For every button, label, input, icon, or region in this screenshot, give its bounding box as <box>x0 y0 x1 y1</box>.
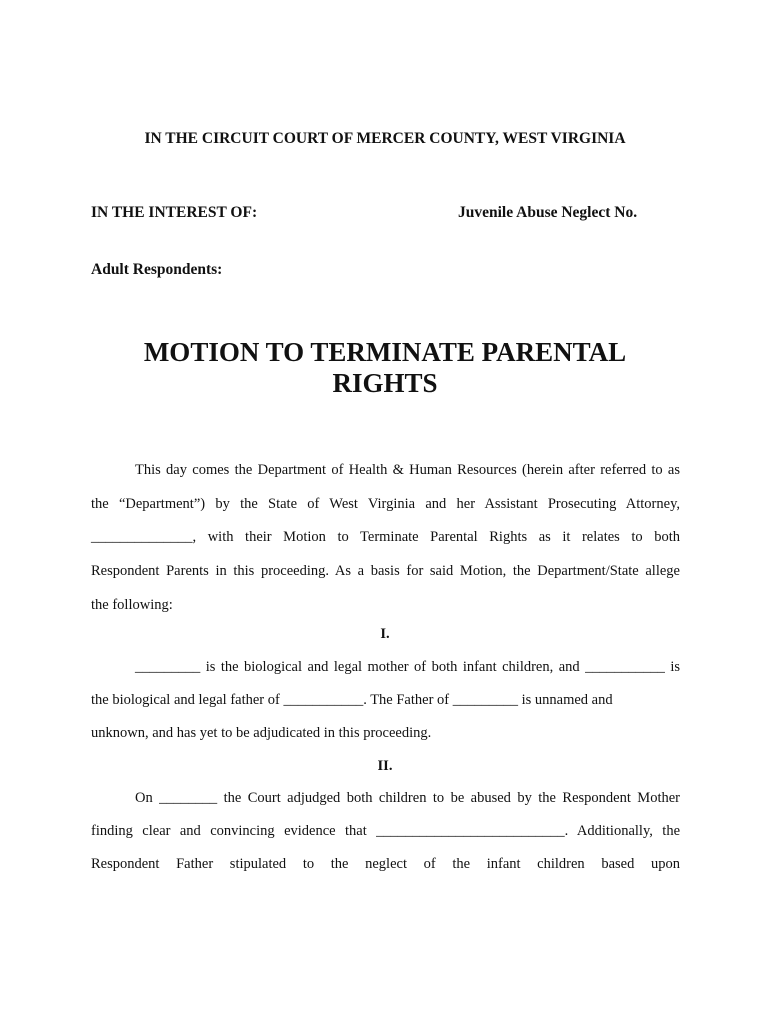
section1-line-1: _________ is the biological and legal mother of both infant children, and ___________ is <box>135 659 680 675</box>
section1-line-2: the biological and legal father of ___________. The Father of _________ is unnamed and <box>91 692 613 708</box>
section1-line-3: unknown, and has yet to be adjudicated in this proceeding. <box>91 725 432 741</box>
section2-line-2: finding clear and convincing evidence that __________________________. Additionally, the <box>91 823 680 839</box>
intro-line-1: This day comes the Department of Health & Human Resources (herein after referred to as <box>135 462 680 478</box>
document-title <box>0 337 770 399</box>
intro-line-2: the “Department”) by the State of West Virginia and her Assistant Prosecuting Attorney, <box>91 496 680 512</box>
interest-label: IN THE INTEREST OF: <box>91 204 258 221</box>
case-number-label: Juvenile Abuse Neglect No. <box>458 204 638 221</box>
section-number-2: II. <box>377 758 393 774</box>
intro-line-3: ______________, with their Motion to Terminate Parental Rights as it relates to both <box>91 529 680 545</box>
intro-line-5: the following: <box>91 597 173 613</box>
section2-line-3: Respondent Father stipulated to the neglect of the infant children based upon <box>91 856 680 872</box>
section2-line-1: On ________ the Court adjudged both children to be abused by the Respondent Mother <box>135 790 680 806</box>
title-line-1: MOTION TO TERMINATE PARENTAL <box>143 337 627 367</box>
section-number-1: I. <box>380 626 390 642</box>
title-line-2: RIGHTS <box>332 368 438 398</box>
respondents-label: Adult Respondents: <box>91 261 223 278</box>
court-heading: IN THE CIRCUIT COURT OF MERCER COUNTY, WEST VIRGINIA <box>144 130 626 147</box>
intro-line-4: Respondent Parents in this proceeding. As a basis for said Motion, the Department/State allege <box>91 563 680 579</box>
